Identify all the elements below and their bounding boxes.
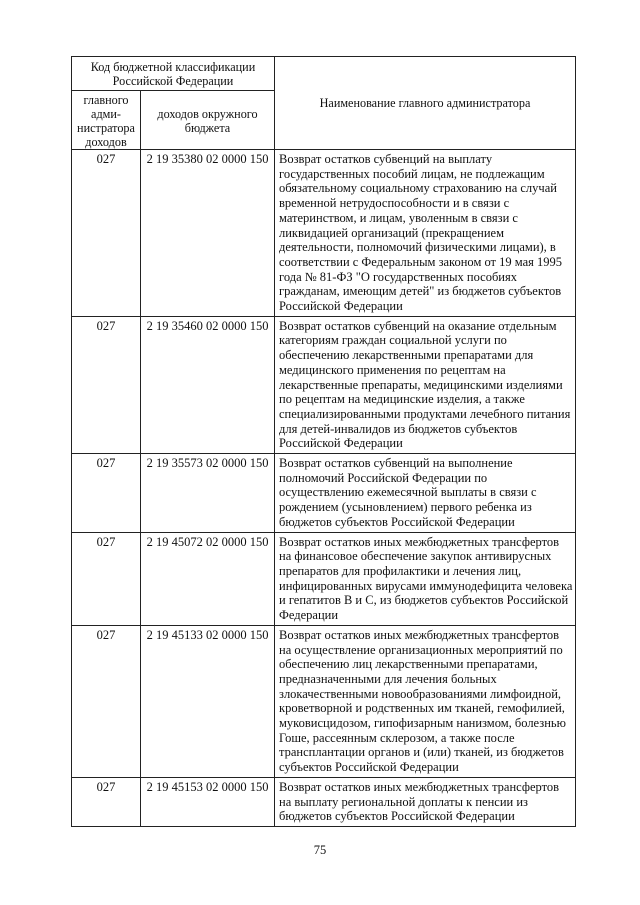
header-admin-column: главного адми-нистратора доходов [72,91,141,150]
admin-code-cell: 027 [72,625,141,777]
income-name-cell: Возврат остатков иных межбюджетных трансфертов на выплату региональной доплаты к пенсии из бюджетов субъектов Российской Федерации [275,777,576,826]
table-row [72,150,576,317]
table-row [72,625,576,777]
income-code-cell: 2 19 35573 02 0000 150 [141,454,275,533]
income-code-cell: 2 19 45072 02 0000 150 [141,532,275,625]
table-row [72,532,576,625]
admin-code-cell: 027 [72,454,141,533]
income-name-cell: Возврат остатков субвенций на оказание отдельным категориям граждан социальной услуги по обеспечению лекарственными препаратами для медицинского применения по рецептам на лекарственные препараты, медицинскими изделиями по рецептам на медицинские изделия, а также специализированными продуктами лечебного питания для детей-инвалидов из бюджетов субъектов Российской Федерации [275,316,576,453]
income-name-cell: Возврат остатков субвенций на выполнение полномочий Российской Федерации по осуществлению ежемесячной выплаты в связи с рождением (усыновлением) первого ребенка из бюджетов субъектов Российской Федерации [275,454,576,533]
header-group-label: Код бюджетной классификации Российской Федерации [72,57,275,91]
income-code-cell: 2 19 35460 02 0000 150 [141,316,275,453]
admin-code-cell: 027 [72,777,141,826]
income-code-cell: 2 19 45133 02 0000 150 [141,625,275,777]
income-name-cell: Возврат остатков иных межбюджетных трансфертов на финансовое обеспечение закупок антивирусных препаратов для профилактики и лечения лиц, инфицированных вирусами иммунодефицита человека и гепатитов B и C, из бюджетов субъектов Российской Федерации [275,532,576,625]
page-number: 75 [313,843,327,857]
income-name-cell: Возврат остатков субвенций на выплату государственных пособий лицам, не подлежащим обязательному социальному страхованию на случай временной нетрудоспособности и в связи с материнством, и лицам, уволенным в связи с ликвидацией организаций (прекращением деятельности, полномочий физическими лицами), в соответствии с Федеральным законом от 19 мая 1995 года № 81-ФЗ "О государственных пособиях гражданам, имеющим детей" из бюджетов субъектов Российской Федерации [275,150,576,317]
admin-code-cell: 027 [72,150,141,317]
table-row [72,316,576,453]
income-code-cell: 2 19 45153 02 0000 150 [141,777,275,826]
header-row [72,57,576,91]
table-row [72,777,576,826]
admin-code-cell: 027 [72,316,141,453]
budget-classification-table [71,56,576,827]
header-code-column: доходов окружного бюджета [141,91,275,150]
admin-code-cell: 027 [72,532,141,625]
income-code-cell: 2 19 35380 02 0000 150 [141,150,275,317]
table-row [72,454,576,533]
header-name-column: Наименование главного администратора [275,57,576,150]
income-name-cell: Возврат остатков иных межбюджетных трансфертов на осуществление организационных мероприятий по обеспечению лиц лекарственными препаратами, предназначенными для лечения больных злокачественными новообразованиями лимфоидной, кроветворной и родственных им тканей, гемофилией, муковисцидозом, гипофизарным нанизмом, болезнью Гоше, рассеянным склерозом, а также после трансплантации органов и (или) тканей, из бюджетов субъектов Российской Федерации [275,625,576,777]
